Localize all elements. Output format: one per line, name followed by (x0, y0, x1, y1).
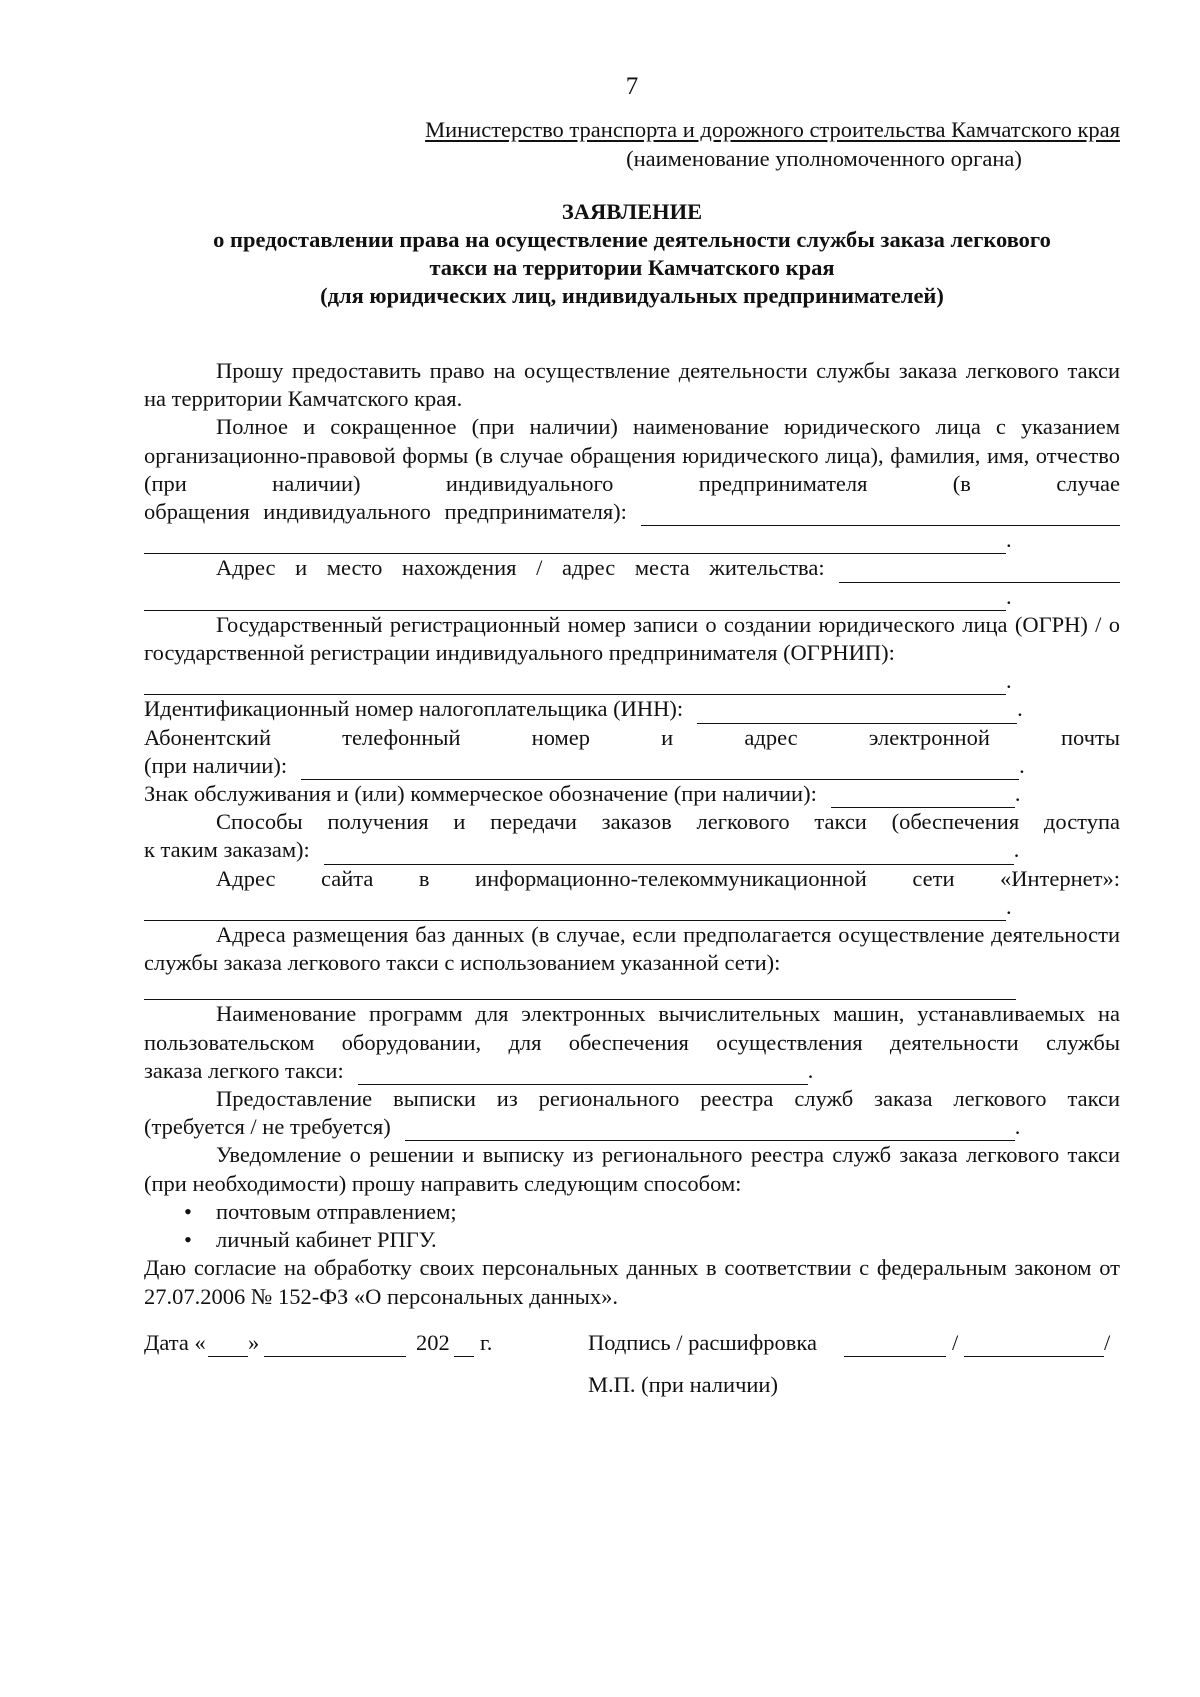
signature-input[interactable] (844, 1334, 946, 1357)
bullet-icon: • (184, 1198, 192, 1224)
programs-label-end: заказа легкого такси: (144, 1057, 344, 1083)
site-input[interactable] (144, 898, 1006, 921)
extract-row (144, 1113, 1120, 1141)
title-line-4: (для юридических лиц, индивидуальных предпринимателей) (320, 283, 944, 308)
signature-decode-input[interactable] (964, 1334, 1104, 1357)
inn-input[interactable] (697, 701, 1017, 724)
extract-input[interactable] (405, 1118, 1015, 1141)
ogrn-label: Государственный регистрационный номер записи о создании юридического лица (ОГРН) / о государственной регистрации индивидуального предпринимателя (ОГРНИП): (144, 611, 1120, 666)
stamp-note: М.П. (при наличии) (588, 1371, 778, 1397)
extract-label-end: (требуется / не требуется) (144, 1114, 391, 1140)
title-heading: ЗАЯВЛЕНИЕ (561, 199, 703, 224)
address-input[interactable] (839, 560, 1120, 583)
period: . (1006, 668, 1012, 694)
db-label: Адреса размещения баз данных (в случае, если предполагается осуществление деятельности службы заказа легкового такси с использованием указанной сети): (144, 922, 1120, 976)
page-number: 7 (625, 73, 639, 100)
date-close-quote: » (248, 1329, 260, 1355)
date-signature-row (144, 1327, 1120, 1357)
programs-input[interactable] (358, 1062, 808, 1085)
bullet-item (144, 1226, 1120, 1254)
db-row (144, 977, 1120, 1000)
period: . (1017, 696, 1023, 722)
slash: / (952, 1329, 959, 1355)
name-field-input[interactable] (641, 503, 1120, 526)
period: . (807, 1057, 814, 1083)
period: . (1006, 893, 1012, 919)
period: . (1019, 752, 1025, 778)
period: . (1013, 837, 1020, 863)
organ-caption: (наименование уполномоченного органа) (626, 146, 1022, 171)
period: . (1006, 527, 1012, 553)
period: . (1014, 781, 1021, 807)
address-row-2 (144, 583, 1120, 611)
year-prefix: 202 (416, 1329, 450, 1355)
db-input[interactable] (144, 977, 1016, 1000)
programs-row (144, 1057, 1120, 1085)
date-day-input[interactable] (208, 1334, 248, 1357)
period: . (1014, 1114, 1021, 1140)
extract-label: Предоставление выписки из регионального реестра служб заказа легкового такси (216, 1086, 1120, 1112)
notify-text: Уведомление о решении и выписку из регионального реестра служб заказа легкового такси (при необходимости) прошу направить следующим способом: (144, 1142, 1120, 1196)
bullet-text: личный кабинет РПГУ. (216, 1227, 437, 1253)
name-field-row (144, 498, 1120, 526)
name-field-input-2[interactable] (144, 531, 1006, 554)
ogrn-input[interactable] (144, 672, 1006, 695)
trademark-row (144, 780, 1120, 808)
site-label: Адрес сайта в информационно-телекоммуникационной сети «Интернет»: (216, 865, 1120, 891)
ministry-name: Министерство транспорта и дорожного строительства Камчатского края (425, 117, 1120, 142)
title-line-3: такси на территории Камчатского края (429, 255, 835, 280)
consent-text: Даю согласие на обработку своих персональных данных в соответствии с федеральным законом от 27.07.2006 № 152-ФЗ «О персональных данных». (144, 1255, 1120, 1309)
year-input[interactable] (454, 1334, 474, 1357)
methods-label: Способы получения и передачи заказов легкового такси (обеспечения доступа (216, 809, 1120, 835)
date-prefix: Дата « (144, 1329, 206, 1355)
document-title (144, 198, 1120, 310)
request-paragraph: Прошу предоставить право на осуществление деятельности службы заказа легкового такси на территории Камчатского края. (144, 358, 1120, 412)
name-field-label: Полное и сокращенное (при наличии) наименование юридического лица с указанием организационно-правовой формы (в случае обращения юридического лица), фамилия, имя, отчество (при наличии) индивидуального предпринимателя (в случае (144, 414, 1120, 496)
date-month-input[interactable] (264, 1334, 406, 1357)
phone-email-input[interactable] (301, 757, 1019, 780)
address-row (144, 554, 1120, 582)
period: . (1006, 583, 1012, 609)
bullet-item (144, 1198, 1120, 1226)
methods-input[interactable] (324, 842, 1014, 865)
name-field-label-end: обращения индивидуального предпринимателя): (144, 499, 627, 525)
methods-row (144, 836, 1120, 864)
inn-row (144, 695, 1120, 723)
signature-label: Подпись / расшифровка (588, 1329, 817, 1355)
application-body (144, 357, 1120, 1399)
inn-label: Идентификационный номер налогоплательщика (ИНН): (144, 696, 684, 722)
bullet-icon: • (184, 1227, 192, 1253)
phone-label: Абонентский телефонный номер и адрес электронной почты (144, 724, 1120, 750)
year-suffix: г. (480, 1329, 493, 1355)
address-label: Адрес и место нахождения / адрес места жительства: (216, 555, 825, 581)
programs-label: Наименование программ для электронных вычислительных машин, устанавливаемых на пользовательском оборудовании, для обеспечения осуществления деятельности службы (144, 1001, 1120, 1055)
slash: / (1104, 1329, 1111, 1355)
trademark-label: Знак обслуживания и (или) коммерческое обозначение (при наличии): (144, 781, 817, 807)
trademark-input[interactable] (831, 785, 1015, 808)
methods-label-end: к таким заказам): (144, 837, 310, 863)
bullet-text: почтовым отправлением; (216, 1198, 457, 1224)
ogrn-row (144, 667, 1120, 695)
site-row (144, 893, 1120, 921)
address-input-2[interactable] (144, 588, 1006, 611)
name-field-row-2 (144, 526, 1120, 554)
phone-row (144, 752, 1120, 780)
phone-label-end: (при наличии): (144, 752, 288, 778)
title-line-2: о предоставлении права на осуществление деятельности службы заказа легкового (213, 227, 1051, 252)
